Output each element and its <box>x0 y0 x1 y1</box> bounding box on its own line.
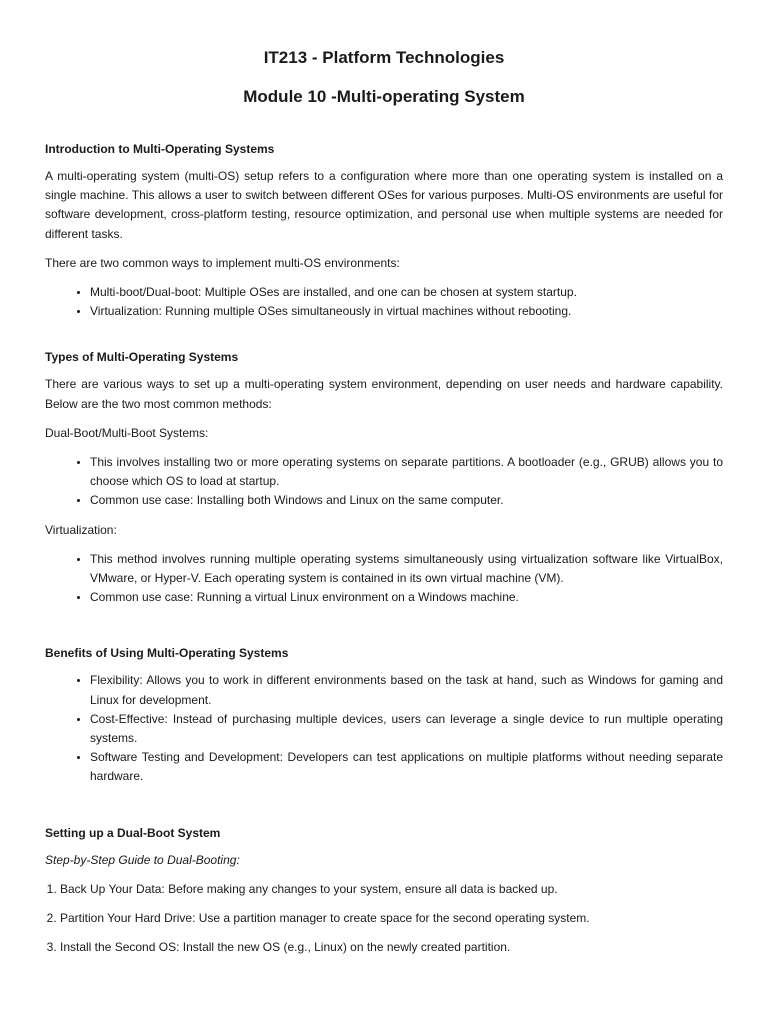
benefits-bullet-list <box>45 671 723 786</box>
list-item: • This involves installing two or more operating systems on separate partitions. A bootloader (e.g., GRUB) allows you to choose which OS to load at startup. <box>90 453 723 491</box>
list-item: • Virtualization: Running multiple OSes simultaneously in virtual machines without rebooting. <box>90 302 723 321</box>
benefits-heading: Benefits of Using Multi-Operating Systems <box>45 646 289 661</box>
list-item: • Software Testing and Development: Developers can test applications on multiple platforms without needing separate hardware. <box>90 748 723 786</box>
list-item: • This method involves running multiple operating systems simultaneously using virtualization software like VirtualBox, VMware, or Hyper-V. Each operating system is contained in its own virtual machine (VM). <box>90 550 723 588</box>
virtualization-label: Virtualization: <box>45 522 117 537</box>
list-item: 1. Back Up Your Data: Before making any changes to your system, ensure all data is backed up. <box>60 880 723 899</box>
list-item: • Multi-boot/Dual-boot: Multiple OSes are installed, and one can be chosen at system startup. <box>90 283 723 302</box>
list-item: • Flexibility: Allows you to work in different environments based on the task at hand, such as Windows for gaming and Linux for development. <box>90 671 723 709</box>
dualboot-steps-list <box>45 880 723 958</box>
intro-heading: Introduction to Multi-Operating Systems <box>45 142 275 156</box>
list-item: • Cost-Effective: Instead of purchasing multiple devices, users can leverage a single device to run multiple operating systems. <box>90 710 723 748</box>
types-heading: Types of Multi-Operating Systems <box>45 350 239 365</box>
dualboot-label: Dual-Boot/Multi-Boot Systems: <box>45 425 209 440</box>
intro-paragraph-ways: There are two common ways to implement multi-OS environments: <box>45 255 400 270</box>
document-body <box>45 141 723 967</box>
list-item: 2. Partition Your Hard Drive: Use a partition manager to create space for the second operating system. <box>60 909 723 928</box>
module-title: Module 10 -Multi-operating System <box>243 87 525 106</box>
dualboot-bullet-list <box>45 453 723 511</box>
intro-paragraph: A multi-operating system (multi-OS) setup refers to a configuration where more than one operating system is installed on a single machine. This allows a user to switch between different OSes for various purposes. Multi-OS environments are useful for software development, cross-platform testing, resource optimization, and personal use when multiple systems are needed for different tasks. <box>45 169 723 241</box>
course-title: IT213 - Platform Technologies <box>263 48 505 67</box>
list-item: 3. Install the Second OS: Install the new OS (e.g., Linux) on the newly created partition. <box>60 938 723 957</box>
list-item: • Common use case: Installing both Windows and Linux on the same computer. <box>90 491 723 510</box>
types-paragraph: There are various ways to set up a multi-operating system environment, depending on user needs and hardware capability. Below are the two most common methods: <box>45 377 723 411</box>
list-item: • Common use case: Running a virtual Linux environment on a Windows machine. <box>90 588 723 607</box>
dualboot-setup-heading: Setting up a Dual-Boot System <box>45 825 221 840</box>
virtualization-bullet-list <box>45 550 723 608</box>
dualboot-setup-subtitle: Step-by-Step Guide to Dual-Booting: <box>45 852 240 867</box>
intro-bullet-list <box>45 283 723 321</box>
